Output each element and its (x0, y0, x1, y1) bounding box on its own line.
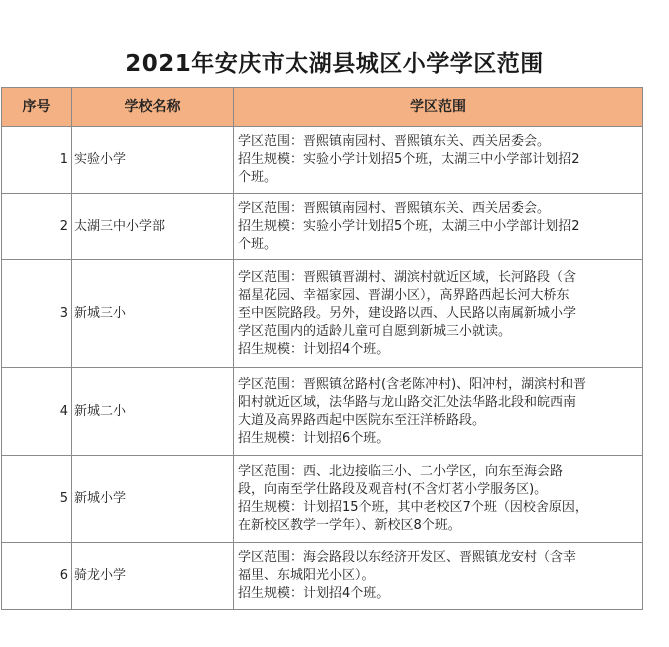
district-range-cell (234, 127, 643, 194)
district-range-cell (234, 368, 643, 456)
range-line: 至中医院路段。另外，建设路以西、人民路以南属新城小学 (238, 305, 577, 321)
table-row (2, 260, 643, 368)
school-name: 实验小学 (72, 127, 234, 194)
row-number: 2 (2, 194, 72, 260)
range-line: 招生规模：实验小学计划招5个班，太湖三中小学部计划招2 (238, 152, 580, 167)
header-range: 学区范围 (234, 88, 643, 127)
range-line: 学区范围：海会路段以东经济开发区、晋熙镇龙安村（含幸 (238, 550, 577, 565)
school-name: 骑龙小学 (72, 543, 234, 610)
table-row (2, 127, 643, 194)
school-district-table (1, 87, 643, 610)
district-range-cell (234, 260, 643, 368)
table-row (2, 194, 643, 260)
row-number: 5 (2, 456, 72, 543)
school-name: 新城二小 (72, 368, 234, 456)
range-line: 学区范围：晋熙镇晋湖村、湖滨村就近区域，长河路段（含 (238, 269, 577, 285)
range-line: 学区范围：西、北边接临三小、二小学区，向东至海会路 (238, 464, 564, 479)
school-name: 新城三小 (72, 260, 234, 368)
header-row (2, 88, 643, 127)
range-line: 大道及高界路西起中医院东至汪洋桥路段。 (238, 412, 486, 428)
row-number: 1 (2, 127, 72, 194)
table-row (2, 543, 643, 610)
range-line: 招生规模：计划招15个班，其中老校区7个班（因校舍原因， (238, 500, 588, 515)
range-line: 招生规模：计划招4个班。 (238, 341, 390, 357)
range-line: 学区范围：晋熙镇南园村、晋熙镇东关、西关居委会。 (238, 134, 551, 149)
range-line: 段，向南至学仕路段及观音村(不含灯茗小学服务区)。 (238, 482, 548, 497)
page-title: 2021年安庆市太湖县城区小学学区范围 (125, 51, 544, 77)
range-line: 个班。 (238, 236, 278, 252)
table-row (2, 456, 643, 543)
district-range-cell (234, 456, 643, 543)
school-name: 太湖三中小学部 (72, 194, 234, 260)
school-name: 新城小学 (72, 456, 234, 543)
range-line: 学区范围：晋熙镇南园村、晋熙镇东关、西关居委会。 (238, 200, 551, 216)
table-row (2, 368, 643, 456)
district-range-cell (234, 543, 643, 610)
range-line: 学区范围：晋熙镇岔路村(含老陈冲村)、阳冲村，湖滨村和晋 (238, 376, 587, 392)
row-number: 4 (2, 368, 72, 456)
range-line: 招生规模：计划招6个班。 (238, 430, 390, 446)
range-line: 学区范围内的适龄儿童可自愿到新城三小就读。 (238, 323, 512, 339)
row-number: 6 (2, 543, 72, 610)
range-line: 福里、东城阳光小区）。 (238, 568, 375, 583)
range-line: 福星花园、幸福家园、晋湖小区），高界路西起长河大桥东 (238, 287, 570, 303)
range-line: 个班。 (238, 170, 278, 185)
range-line: 招生规模：计划招4个班。 (238, 586, 390, 601)
range-line: 招生规模：实验小学计划招5个班，太湖三中小学部计划招2 (238, 218, 580, 234)
district-range-cell (234, 194, 643, 260)
range-line: 阳村就近区域，法华路与龙山路交汇处法华路北段和皖西南 (238, 394, 577, 410)
header-no: 序号 (2, 88, 72, 127)
row-number: 3 (2, 260, 72, 368)
header-school: 学校名称 (72, 88, 234, 127)
range-line: 在新校区教学一学年）、新校区8个班。 (238, 518, 461, 533)
